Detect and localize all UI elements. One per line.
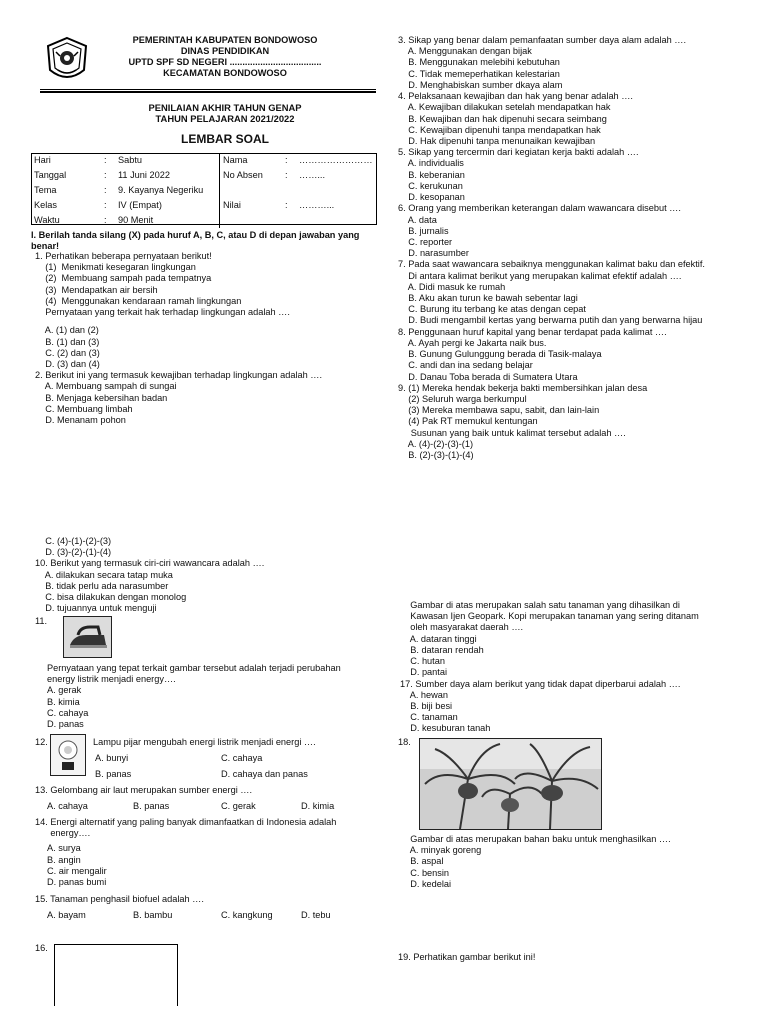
question-text-line: (3) Mereka membawa sapu, sabit, dan lain-lain [398,405,600,416]
question-text-line: (2) Seluruh warga berkumpul [398,394,527,404]
answer-option[interactable]: C. andi dan ina sedang belajar [398,360,533,371]
answer-option[interactable]: B. bambu [133,910,173,920]
letterhead-line: DINAS PENDIDIKAN [180,46,270,57]
identity-label: Kelas [34,199,57,210]
answer-option[interactable]: C. tanaman [400,712,458,723]
answer-option[interactable]: D. kedelai [400,878,452,889]
answer-option[interactable]: D. kesopanan [398,192,465,203]
answer-option[interactable]: A. dataran tinggi [400,633,477,644]
identity-sep: : [104,184,107,195]
question-text-line: 9. (1) Mereka hendak bekerja bakti membersihkan jalan desa [398,382,648,393]
answer-option[interactable]: D. Budi mengambil kertas yang berwarna putih dan yang berwarna hijau [398,315,703,326]
answer-option[interactable]: D. kesuburan tanah [400,723,491,734]
identity-label: Tanggal [34,169,67,180]
answer-option[interactable]: B. Menjaga kebersihan badan [35,392,168,403]
answer-option[interactable]: C. cahaya [47,707,89,718]
identity-value: 9. Kayanya Negeriku [118,184,204,195]
answer-option[interactable]: A. Ayah pergi ke Jakarta naik bus. [398,337,547,348]
answer-option[interactable]: B. keberanian [398,169,465,180]
letterhead-line: KECAMATAN BONDOWOSO [163,68,287,79]
identity-sep: : [285,154,288,165]
question-18-number: 18. [398,737,411,747]
answer-option[interactable]: D. (3)-(2)-(1)-(4) [35,547,112,558]
identity-row [31,213,377,228]
question-19-text: 19. Perhatikan gambar berikut ini! [398,952,536,962]
identity-value: 90 Menit [118,214,154,225]
answer-option[interactable]: D. cahaya dan panas [221,769,308,779]
answer-option[interactable]: D. tebu [301,910,331,920]
answer-option[interactable]: C. hutan [400,656,445,667]
answer-option[interactable]: A. dilakukan secara tatap muka [35,569,173,580]
question-text-line: Susunan yang baik untuk kalimat tersebut adalah …. [398,427,626,438]
identity-row [31,153,377,168]
answer-option[interactable]: A. minyak goreng [400,845,482,856]
identity-label: Nama [220,153,283,168]
answer-option[interactable]: C. gerak [221,801,256,811]
question-18-text [400,834,760,890]
answer-option[interactable]: C. Tidak memeperhatikan kelestarian [398,68,560,79]
answer-option[interactable]: D. narasumber [398,248,469,259]
oil-palm-image [419,738,602,830]
school-emblem-logo [44,36,90,86]
answer-option[interactable]: B. biji besi [400,700,453,711]
identity-sep: : [285,199,288,210]
section-instruction: I. Berilah tanda silang (X) pada huruf A, B, C, atau D di depan jawaban yang benar! [31,230,360,252]
answer-option[interactable]: B. kimia [47,696,80,707]
question-text-line: oleh masyarakat daerah …. [400,622,524,633]
question-12-text: Lampu pijar mengubah energi listrik menjadi energi …. [93,737,316,747]
identity-sep: : [285,169,288,180]
answer-option[interactable]: A. Didi masuk ke rumah [398,281,506,292]
answer-option[interactable]: B. panas [133,801,170,811]
identity-label: No Absen [220,168,283,183]
answer-option[interactable]: C. cahaya [221,753,263,763]
identity-sep [282,183,296,198]
answer-option[interactable]: A. (1) dan (2) [35,325,99,336]
sheet-title: LEMBAR SOAL [181,132,269,146]
answer-option[interactable]: C. (2) dan (3) [35,347,100,358]
question-text-line: (1) Menikmati kesegaran lingkungan [35,262,196,273]
question-text-line: Pernyataan yang tepat terkait gambar tersebut adalah terjadi perubahan [47,663,341,673]
answer-option[interactable]: A. individualis [398,158,464,169]
answer-option[interactable]: B. aspal [400,856,444,867]
questions-3-9 [398,35,758,461]
answer-option[interactable]: C. Kewajiban dipenuhi tanpa mendapatkan hak [398,124,601,135]
answer-option[interactable]: D. (3) dan (4) [35,358,100,369]
question-15-text: 15. Tanaman penghasil biofuel adalah …. [35,894,204,904]
questions-1-2 [35,251,365,426]
exam-year-line: TAHUN PELAJARAN 2021/2022 [155,113,295,125]
question-text-line: 3. Sikap yang benar dalam pemanfaatan sumber daya alam adalah …. [398,35,687,45]
question-text-line: energy listrik menjadi energy…. [47,674,176,685]
answer-option[interactable]: A. gerak [47,685,82,696]
identity-label: Tema [34,184,57,195]
school-letterhead [100,35,350,79]
identity-row [31,168,377,183]
answer-option[interactable]: B. Aku akan turun ke bawah sebentar lagi [398,293,578,304]
answer-option[interactable]: A. surya [47,843,81,854]
question-text-line: Kawasan Ijen Geopark. Kopi merupakan tanaman yang sering ditanam [400,611,699,622]
question-16-number: 16. [35,943,48,953]
answer-option[interactable]: A. data [398,214,437,225]
answer-option[interactable]: C. Burung itu terbang ke atas dengan cepat [398,304,586,315]
identity-value: Sabtu [118,154,143,165]
answer-option[interactable]: C. bisa dilakukan dengan monolog [35,592,187,603]
question-text-line: 8. Penggunaan huruf kapital yang benar terdapat pada kalimat …. [398,326,667,337]
question-text-line: (4) Menggunakan kendaraan ramah lingkungan [35,295,242,306]
question-text-line: Gambar di atas merupakan bahan baku untuk menghasilkan …. [400,834,671,844]
question-text-line: (3) Mendapatkan air bersih [35,284,158,295]
answer-option[interactable]: A. cahaya [47,801,88,811]
identity-sep: : [104,214,107,225]
answer-option[interactable]: B. Gunung Gulunggung berada di Tasik-malaya [398,349,602,360]
answer-option[interactable]: D. kimia [301,801,335,811]
answer-option[interactable]: C. bensin [400,867,450,878]
answer-option[interactable]: B. tidak perlu ada narasumber [35,580,169,591]
question-text-line: energy…. [35,828,91,839]
identity-value: IV (Empat) [118,199,162,210]
letterhead-line: UPTD SPF SD NEGERI .................................... [128,57,322,68]
question-text-line: 6. Orang yang memberikan keterangan dalam wawancara disebut …. [398,203,681,214]
identity-value: 11 Juni 2022 [118,169,170,180]
letterhead-divider [40,91,376,93]
questions-9-10 [35,536,365,615]
answer-option[interactable]: A. bayam [47,910,86,920]
question-text-line: 4. Pelaksanaan kewajiban dan hak yang benar adalah …. [398,91,633,102]
question-14 [35,817,365,888]
answer-option[interactable]: D. panas [47,719,84,730]
question-16-image-frame [54,944,178,1006]
identity-row [31,198,377,213]
identity-label: Waktu [34,214,60,225]
question-text-line: (2) Membuang sampah pada tempatnya [35,273,212,284]
questions-16-17 [400,600,760,735]
answer-option[interactable]: D. tujuannya untuk menguji [35,603,157,614]
answer-option[interactable]: D. panas bumi [47,877,107,888]
answer-option[interactable]: B. Kewajiban dan hak dipenuhi secara seimbang [398,113,607,124]
question-11-number: 11. [35,616,48,626]
identity-value: ……... [299,169,326,180]
answer-option[interactable]: A. bunyi [95,753,129,763]
answer-option[interactable]: B. angin [47,854,81,865]
answer-option[interactable]: D. Danau Toba berada di Sumatera Utara [398,371,578,382]
question-text-line: Gambar di atas merupakan salah satu tanaman yang dihasilkan di [400,600,680,610]
letterhead-line: PEMERINTAH KABUPATEN BONDOWOSO [132,35,318,45]
answer-option[interactable]: B. panas [95,769,132,779]
identity-label [220,213,283,228]
light-bulb-image [50,734,86,776]
answer-option[interactable]: B. Menggunakan melebihi kebutuhan [398,57,560,68]
answer-option[interactable]: D. Hak dipenuhi tanpa menunaikan kewajiban [398,135,596,146]
identity-sep: : [104,199,107,210]
answer-option[interactable]: C. air mengalir [47,865,107,876]
exam-title [100,102,350,125]
answer-option[interactable]: A. Membuang sampah di sungai [35,381,177,392]
question-text-line: Di antara kalimat berikut yang merupakan kalimat efektif adalah …. [398,270,682,281]
question-11-text [47,663,367,730]
identity-value: ………... [299,199,335,210]
identity-label: Nilai [220,198,283,213]
answer-option[interactable]: B. dataran rendah [400,644,484,655]
answer-option[interactable]: A. Kewajiban dilakukan setelah mendapatkan hak [398,102,611,113]
question-text-line: 5. Sikap yang tercermin dari kegiatan kerja bakti adalah …. [398,147,639,158]
question-text-line: 14. Energi alternatif yang paling banyak dimanfaatkan di Indonesia adalah [35,817,337,827]
answer-option[interactable]: A. Menggunakan dengan bijak [398,46,532,57]
question-text-line [35,318,365,325]
answer-option[interactable]: C. (4)-(1)-(2)-(3) [35,536,112,546]
question-text-line: 1. Perhatikan beberapa pernyataan berikut! [35,251,212,261]
answer-option[interactable]: D. Menghabiskan sumber dkaya alam [398,79,563,90]
answer-option[interactable]: B. (1) dan (3) [35,336,100,347]
identity-sep [282,213,296,228]
identity-sep: : [104,154,107,165]
answer-option[interactable]: B. jurnalis [398,225,449,236]
identity-table [31,153,377,228]
question-12-number: 12. [35,737,48,747]
answer-option[interactable]: D. pantai [400,667,447,678]
answer-option[interactable]: D. Menanam pohon [35,415,126,426]
question-text-line: 10. Berikut yang termasuk ciri-ciri wawancara adalah …. [35,558,265,569]
electric-iron-image [63,616,112,658]
question-text-line: 7. Pada saat wawancara sebaiknya menggunakan kalimat baku dan efektif. [398,259,705,270]
answer-option[interactable]: C. kangkung [221,910,273,920]
answer-option[interactable]: C. Membuang limbah [35,403,133,414]
identity-label: Hari [34,154,51,165]
identity-sep: : [104,169,107,180]
question-13-text: 13. Gelombang air laut merupakan sumber energi …. [35,785,253,795]
identity-value [296,213,377,228]
question-text-line: Pernyataan yang terkait hak terhadap lingkungan adalah …. [35,307,290,318]
answer-option[interactable]: C. kerukunan [398,180,463,191]
answer-option[interactable]: A. (4)-(2)-(3)-(1) [398,438,474,449]
question-text-line: 2. Berikut ini yang termasuk kewajiban terhadap lingkungan adalah …. [35,370,323,381]
answer-option[interactable]: A. hewan [400,689,449,700]
answer-option[interactable]: C. reporter [398,236,453,247]
question-text-line: 17. Sumber daya alam berikut yang tidak dapat diperbarui adalah …. [400,678,681,689]
letterhead-divider [40,89,376,90]
identity-row [31,183,377,198]
exam-title-line: PENILAIAN AKHIR TAHUN GENAP [148,102,302,113]
answer-option[interactable]: B. (2)-(3)-(1)-(4) [398,450,474,461]
identity-value: …………………… [299,154,373,165]
identity-value [296,183,377,198]
question-text-line: (4) Pak RT memukul kentungan [398,416,538,427]
identity-label [220,183,283,198]
